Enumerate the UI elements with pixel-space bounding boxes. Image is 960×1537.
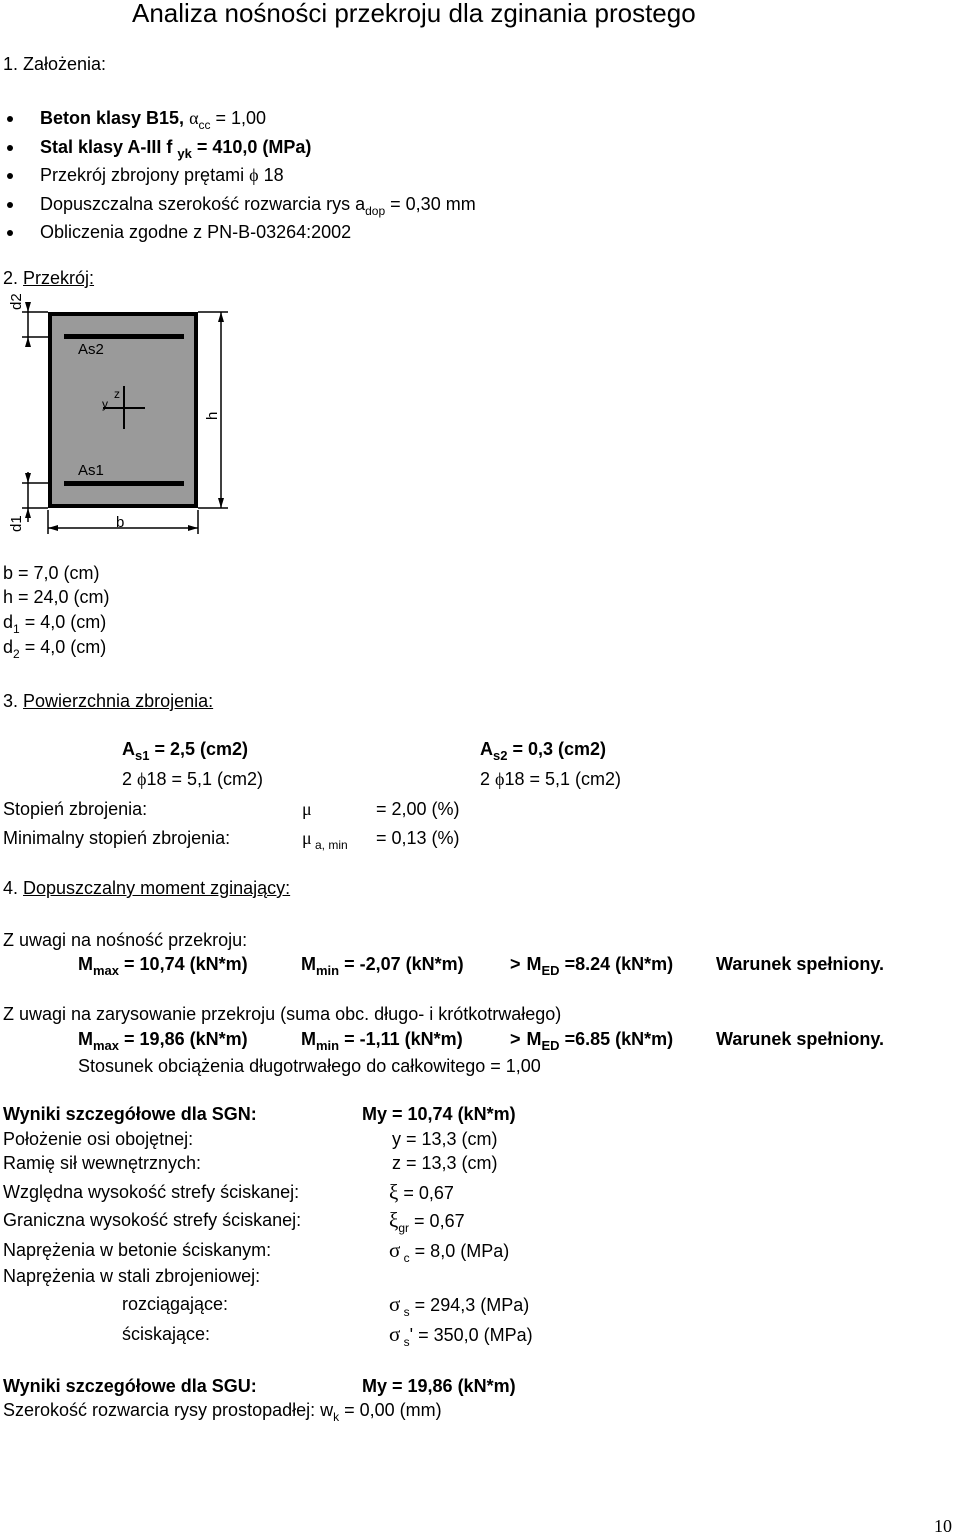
dim-b: b = 7,0 (cm) — [3, 563, 100, 583]
label-y: y — [102, 397, 108, 411]
limit-height-label: Graniczna wysokość strefy ściskanej: — [3, 1210, 302, 1230]
lever-arm-value: z = 13,3 (cm) — [392, 1153, 498, 1173]
assumption-bars: Przekrój zbrojony prętami ϕ 18 — [0, 161, 476, 190]
label-h: h — [204, 411, 221, 420]
compression-value: σ $_s$' = 350,0 (MPa) — [389, 1322, 533, 1349]
relative-height-value: ξ = 0,67 — [389, 1180, 454, 1204]
sgu-moment: My = 19,86 (kN*m) — [362, 1376, 516, 1396]
as1-area: $A_{s1} = 2,5$ (cm2) — [122, 739, 249, 763]
concrete-stress-value: σ $_c$ = 8,0 (MPa) — [389, 1238, 510, 1265]
crack-width: Szerokość rozwarcia rysy prostopadłej: $w_k = 0,00$ (mm) — [3, 1400, 442, 1424]
limit-height-value: $\xi_{gr} = 0,67$ — [389, 1208, 465, 1235]
page-number: 10 — [934, 1516, 952, 1536]
capacity-med: > $M_{ED} =8.24$ (kN*m) — [510, 954, 674, 978]
section-4-heading: 4. Dopuszczalny moment zginający: — [3, 878, 291, 898]
relative-height-label: Względna wysokość strefy ściskanej: — [3, 1182, 300, 1202]
bottom-reinforcement-bar — [64, 481, 184, 486]
cracking-status: Warunek spełniony. — [716, 1029, 885, 1049]
steel-stress-label: Naprężenia w stali zbrojeniowej: — [3, 1266, 261, 1286]
assumptions-list — [0, 104, 476, 247]
label-d1: d1 — [8, 515, 25, 532]
neutral-axis-label: Położenie osi obojętnej: — [3, 1129, 194, 1149]
assumption-crack-width: Dopuszczalna szerokość rozwarcia rys $a_{dop} = 0,30$ mm — [0, 190, 476, 219]
section-1-heading: 1. Założenia: — [3, 54, 107, 74]
capacity-label: Z uwagi na nośność przekroju: — [3, 930, 248, 950]
dim-d2: $d_2 = 4,0$ (cm) — [3, 637, 107, 661]
as2-area: $A_{s2} = 0,3$ (cm2) — [480, 739, 607, 763]
min-ratio-value: = 0,13 (%) — [376, 828, 460, 848]
page-title: Analiza nośności przekroju dla zginania prostego — [132, 0, 696, 28]
reinforcement-ratio-value: = 2,00 (%) — [376, 799, 460, 819]
label-z: z — [114, 387, 120, 401]
label-d2: d2 — [8, 293, 25, 310]
neutral-axis-value: y = 13,3 (cm) — [392, 1129, 498, 1149]
label-as2: As2 — [78, 341, 104, 358]
cracking-med: > $M_{ED} =6.85$ (kN*m) — [510, 1029, 674, 1053]
sgn-moment: My = 10,74 (kN*m) — [362, 1104, 516, 1124]
cracking-mmin: $M_{min} = -1,11$ (kN*m) — [301, 1029, 463, 1053]
dim-h: h = 24,0 (cm) — [3, 587, 110, 607]
tension-label: rozciągające: — [122, 1294, 229, 1314]
label-b: b — [116, 514, 125, 531]
capacity-moments: $M_{max} = 10,74$ (kN*m) — [78, 954, 248, 978]
tension-value: σ $_s$ = 294,3 (MPa) — [389, 1292, 530, 1319]
load-ratio: Stosunek obciążenia długotrwałego do całkowitego = 1,00 — [78, 1056, 541, 1076]
sgu-heading: Wyniki szczegółowe dla SGU: — [3, 1376, 257, 1396]
section-2-heading: 2. Przekrój: — [3, 268, 95, 288]
sgn-heading: Wyniki szczegółowe dla SGN: — [3, 1104, 257, 1124]
compression-label: ściskające: — [122, 1324, 211, 1344]
min-ratio-symbol: μ $_{a, min}$ — [302, 828, 348, 852]
cracking-mmax: $M_{max} = 19,86$ (kN*m) — [78, 1029, 248, 1053]
capacity-status: Warunek spełniony. — [716, 954, 885, 974]
dim-d1: $d_1 = 4,0$ (cm) — [3, 612, 107, 636]
bars-top: 2 ϕ18 = 5,1 (cm2) — [480, 769, 622, 789]
reinforcement-ratio-symbol: μ — [302, 799, 312, 819]
bars-bottom: 2 ϕ18 = 5,1 (cm2) — [122, 769, 264, 789]
cross-section-diagram — [0, 282, 240, 538]
capacity-mmin: $M_{min} = -2,07$ (kN*m) — [301, 954, 464, 978]
assumption-steel: Stal klasy A-III f $_{yk}$ = 410,0 (MPa) — [0, 133, 476, 162]
assumption-concrete: Beton klasy B15, $\alpha_{cc} = 1,00$ — [0, 104, 476, 133]
concrete-stress-label: Naprężenia w betonie ściskanym: — [3, 1240, 272, 1260]
min-ratio-label: Minimalny stopień zbrojenia: — [3, 828, 231, 848]
section-3-heading: 3. Powierzchnia zbrojenia: — [3, 691, 214, 711]
lever-arm-label: Ramię sił wewnętrznych: — [3, 1153, 202, 1173]
assumption-standard: Obliczenia zgodne z PN-B-03264:2002 — [0, 218, 476, 247]
label-as1: As1 — [78, 462, 104, 479]
top-reinforcement-bar — [64, 334, 184, 339]
cracking-label: Z uwagi na zarysowanie przekroju (suma obc. długo- i krótkotrwałego) — [3, 1004, 562, 1024]
reinforcement-ratio-label: Stopień zbrojenia: — [3, 799, 148, 819]
